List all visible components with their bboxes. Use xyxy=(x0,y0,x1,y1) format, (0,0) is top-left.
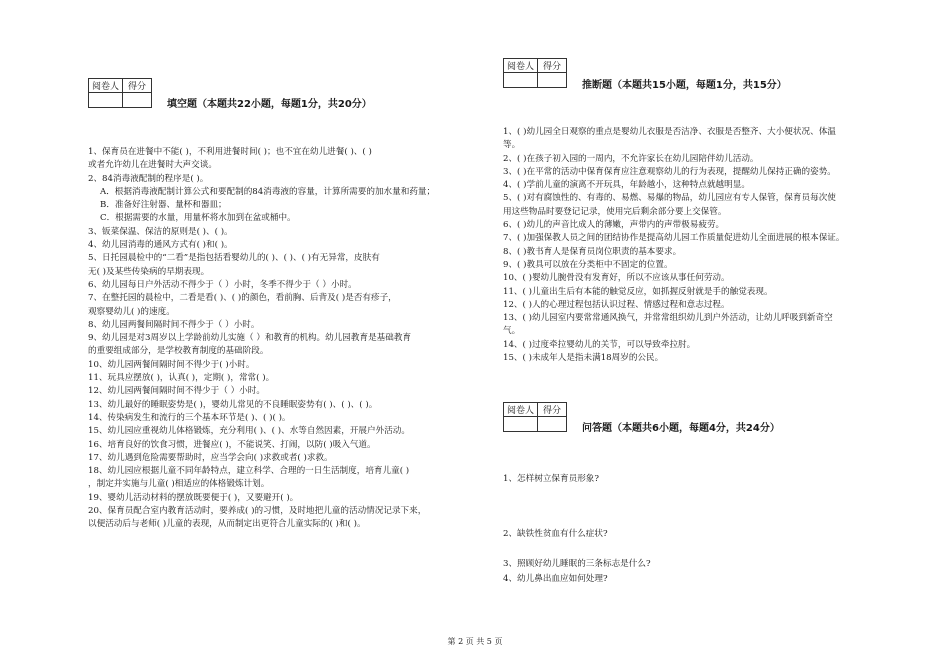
question-line: 11、( )儿童出生后有本能的触觉反应，如抓握反射就是手的触觉表现。 xyxy=(503,286,773,297)
question-line: 15、幼儿园应重视幼儿体格锻炼，充分利用( )、( )、水等自然因素，开展户外活动。 xyxy=(88,426,410,437)
grader-cell xyxy=(504,73,538,88)
question-line: A．根据消毒液配制计算公式和要配制的84消毒液的容量，计算所需要的加水量和药量； xyxy=(100,186,436,197)
question-line: 等。 xyxy=(503,140,521,151)
score-label: 得分 xyxy=(123,79,152,93)
question-line: 用这些物品时要登记记录，使用完后剩余部分要上交保管。 xyxy=(503,206,727,217)
grader-cell xyxy=(504,417,538,432)
question-line: 7、( )加强保教人员之间的团结协作是提高幼儿园工作质量促进幼儿全面进展的根本保证。 xyxy=(503,233,845,244)
question-line: 12、( )人的心理过程包括认识过程、情感过程和意志过程。 xyxy=(503,299,730,310)
page-footer: 第 2 页 共 5 页 xyxy=(447,637,503,646)
question-line: 观察婴幼儿( )的速度。 xyxy=(88,306,175,317)
question-line: B．准备好注射器、量杯和器皿； xyxy=(100,200,227,211)
question-line: 4、幼儿园消毒的通风方式有( )和( )。 xyxy=(88,240,233,251)
question-line: 10、幼儿园两餐间隔时间不得少于( )小时。 xyxy=(88,359,255,370)
question-line: 19、婴幼儿活动材料的摆放既要便于( )，又要避开( )。 xyxy=(88,492,299,503)
question-line: 2、84消毒液配制的程序是( )。 xyxy=(88,173,209,184)
question-line: 2、( )在孩子初入园的一周内，不允许家长在幼儿园陪伴幼儿活动。 xyxy=(503,153,759,164)
question-line: 无( )及某些传染病的早期表现。 xyxy=(88,266,210,277)
question-line: 8、幼儿园两餐间隔时间不得少于（ ）小时。 xyxy=(88,319,260,330)
grader-table-judge xyxy=(503,58,567,88)
question-line: 9、( )教具可以放在分类柜中不固定的位置。 xyxy=(503,259,673,270)
qa-question-2: 2、缺铁性贫血有什么症状? xyxy=(503,529,608,539)
question-line: 15、( )未成年人是指未满18周岁的公民。 xyxy=(503,353,664,364)
grader-table-fill xyxy=(88,78,152,108)
judge-questions xyxy=(503,126,903,365)
grader-cell xyxy=(89,93,123,108)
qa-question-3: 3、照顾好幼儿睡眠的三条标志是什么? xyxy=(503,559,651,569)
question-line: 13、幼儿最好的睡眠姿势是( )，婴幼儿常见的不良睡眠姿势有( )、( )、( )。 xyxy=(88,399,378,410)
grader-label: 阅卷人 xyxy=(504,59,538,73)
question-line: C．根据需要的水量，用量杯将水加到在盆或桶中。 xyxy=(100,213,296,224)
score-cell xyxy=(123,93,152,108)
question-line: 3、( )在平常的活动中保育保育应注意观察幼儿的行为表现，提醒幼儿保持正确的姿势。 xyxy=(503,166,836,177)
score-cell xyxy=(538,417,567,432)
score-label: 得分 xyxy=(538,403,567,417)
qa-question-4: 4、幼儿鼻出血应如何处理? xyxy=(503,574,608,584)
fill-section-title: 填空题（本题共22小题，每题1分，共20分） xyxy=(167,99,372,110)
question-line: 5、( )对有腐蚀性的、有毒的、易燃、易爆的物品，幼儿园应有专人保管，保育员每次使 xyxy=(503,193,836,204)
grader-label: 阅卷人 xyxy=(89,79,123,93)
question-line: 以便活动后与老师( )儿童的表现，从而制定出更符合儿童实际的( )和( )。 xyxy=(88,519,366,530)
question-line: 4、( )学前儿童的演离不开玩具，年龄越小，这种特点就越明显。 xyxy=(503,180,750,191)
question-line: 14、( )过度牵拉婴幼儿的关节，可以导致牵拉肘。 xyxy=(503,339,696,350)
question-line: 3、钣菜保温、保洁的原则是( )、( )。 xyxy=(88,226,233,237)
question-line: 6、( )幼儿的声音比成人的薄嫩，声带内的声带极易疲劳。 xyxy=(503,220,725,231)
grader-label: 阅卷人 xyxy=(504,403,538,417)
question-line: 11、玩具应摆放( )，认真( )，定期( )，常常( )。 xyxy=(88,373,275,384)
score-cell xyxy=(538,73,567,88)
qa-section-title: 问答题（本题共6小题，每题4分，共24分） xyxy=(582,423,780,434)
question-line: 17、幼儿遇到危险需要帮助时，应当学会向( )求救或者( )求救。 xyxy=(88,452,333,463)
question-line: 的重要组成部分，是学校教育制度的基础阶段。 xyxy=(88,346,269,357)
question-line: ，制定并实施与儿童( )相适应的体格锻炼计划。 xyxy=(88,479,270,490)
judge-section-title: 推断题（本题共15小题，每题1分，共15分） xyxy=(582,80,787,91)
question-line: 1、( )幼儿园全日观察的重点是婴幼儿衣服是否洁净、衣服是否整齐、大小便状况、体温 xyxy=(503,127,836,137)
question-line: 7、在整托园的晨检中，二看是看( )、( )的颜色，看前胸、后背及( )是否有疹子， xyxy=(88,293,397,304)
qa-question-1: 1、怎样树立保育员形象? xyxy=(503,474,600,484)
question-line: 气。 xyxy=(503,326,521,337)
question-line: 6、幼儿园每日户外活动不得少于（ ）小时，冬季不得少于（ ）小时。 xyxy=(88,279,357,290)
question-line: 1、保育员在进餐中不能( )，不利用进餐时间( )；也不宜在幼儿进餐( )、( ) xyxy=(88,147,372,157)
question-line: 10、( )婴幼儿腕骨没有发育好，所以不应该从事任何劳动。 xyxy=(503,273,730,284)
fill-questions xyxy=(88,146,488,532)
question-line: 18、幼儿园应根据儿童不同年龄特点，建立科学、合理的一日生活制度，培育儿童( ) xyxy=(88,466,410,477)
question-line: 5、日托园晨检中的“二看”是指包括看婴幼儿的( )、( )、( )有无异常，皮肤有 xyxy=(88,253,380,264)
score-label: 得分 xyxy=(538,59,567,73)
question-line: 13、( )幼儿园室内要常常通风换气，并常常组织幼儿到户外活动，让幼儿呼吸到新奇空 xyxy=(503,313,833,324)
grader-table-qa xyxy=(503,402,567,432)
question-line: 16、培育良好的饮食习惯，进餐应( )，不能说笑、打闹，以防( )吸入气道。 xyxy=(88,439,376,450)
question-line: 14、传染病发生和流行的三个基本环节是( )、( )( )。 xyxy=(88,412,291,423)
question-line: 12、幼儿园两餐间隔时间不得少于（ ）小时。 xyxy=(88,386,265,397)
question-line: 8、( )教书育人是保育员岗位职责的基本要求。 xyxy=(503,246,682,257)
question-line: 或者允许幼儿在进餐时大声交谈。 xyxy=(88,160,217,171)
question-line: 20、保育员配合室内教育活动时，要养成( )的习惯，及时地把儿童的活动情况记录下来， xyxy=(88,506,427,517)
question-line: 9、幼儿园是对3周岁以上学龄前幼儿实施（ ）和教育的机构。幼儿园教育是基础教育 xyxy=(88,333,412,344)
